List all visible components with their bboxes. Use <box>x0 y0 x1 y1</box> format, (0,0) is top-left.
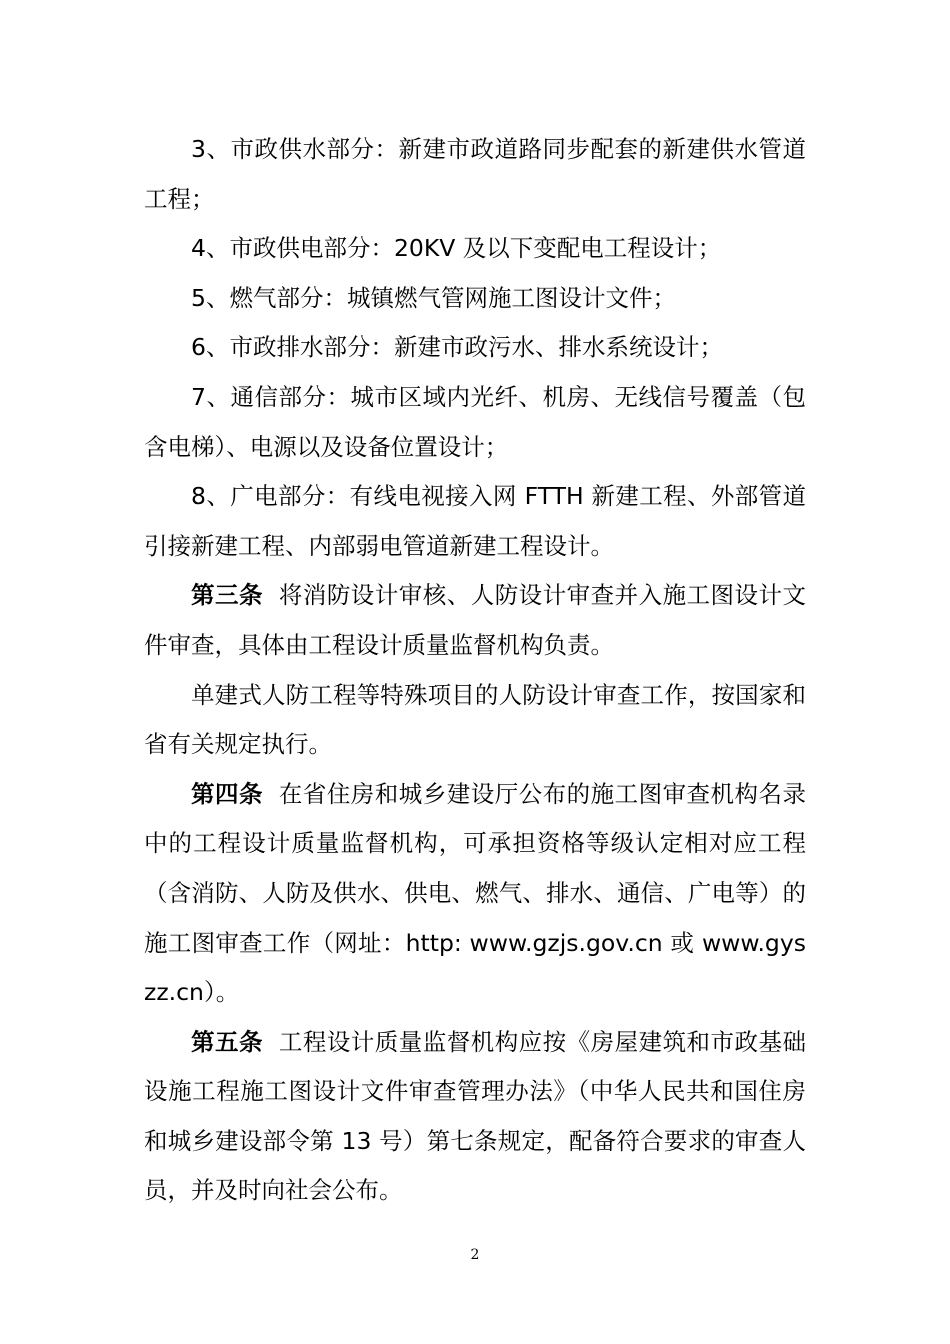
article-3-text: 将消防设计审核、人防设计审查并入施工图设计文件审查，具体由工程设计质量监督机构负责。 <box>144 581 806 659</box>
colon-separator: ： <box>323 283 347 312</box>
enum-separator: 、 <box>205 283 230 312</box>
item-title: 市政供水部分 <box>230 135 375 163</box>
article-5-label: 第五条 <box>191 1027 263 1056</box>
article-3 <box>144 571 806 670</box>
article-4-label: 第四条 <box>191 779 263 808</box>
item-number: 4 <box>191 234 206 263</box>
document-body <box>144 125 806 1216</box>
list-item-6 <box>144 323 806 373</box>
colon-separator: ： <box>326 382 351 411</box>
colon-separator: ： <box>370 333 394 362</box>
item-number: 7 <box>191 382 206 411</box>
item-title: 广电部分 <box>230 482 326 511</box>
item-content: 20KV 及以下变配电工程设计； <box>393 234 722 263</box>
item-content: 有线电视接入网 FTTH 新建工程、外部管道引接新建工程、内部弱电管道新建工程设计。 <box>144 482 807 560</box>
enum-separator: 、 <box>205 234 230 263</box>
item-content: 新建市政污水、排水系统设计； <box>393 333 723 362</box>
list-item-7 <box>144 373 806 472</box>
item-title: 市政供电部分 <box>229 234 371 263</box>
item-number: 5 <box>191 283 206 312</box>
item-content: 城市区域内光纤、机房、无线信号覆盖（包含电梯）、电源以及设备位置设计； <box>144 382 807 461</box>
article-3-paragraph-2: 单建式人防工程等特殊项目的人防设计审查工作，按国家和省有关规定执行。 <box>144 680 806 759</box>
enum-separator: 、 <box>205 482 231 511</box>
item-number: 6 <box>191 333 206 362</box>
item-number: 8 <box>191 482 206 511</box>
article-5 <box>144 1018 806 1216</box>
article-4 <box>144 770 806 1018</box>
article-5-text: 工程设计质量监督机构应按《房屋建筑和市政基础设施工程施工图设计文件审查管理办法》（中华人民共和国住房和城乡建设部令第 13 号）第七条规定，配备符合要求的审查人员，并及时向社会公布。 <box>144 1027 806 1205</box>
list-item-5 <box>144 274 806 324</box>
list-item-4 <box>144 224 806 274</box>
list-item-8 <box>144 472 806 571</box>
colon-separator: ： <box>325 482 350 511</box>
item-content: 城镇燃气管网施工图设计文件； <box>346 283 676 312</box>
item-title: 通信部分 <box>230 382 327 411</box>
item-title: 市政排水部分 <box>229 333 371 362</box>
enum-separator: 、 <box>205 135 231 163</box>
colon-separator: ： <box>370 234 394 263</box>
article-4-text: 在省住房和城乡建设厅公布的施工图审查机构名录中的工程设计质量监督机构，可承担资格等级认定相对应工程（含消防、人防及供水、供电、燃气、排水、通信、广电等）的施工图审查工作（网址：http: www.gzjs.gov.cn 或 www.gyszz.cn）。 <box>144 779 806 1007</box>
colon-separator: ： <box>374 135 399 163</box>
article-3-label: 第三条 <box>191 581 263 610</box>
item-number: 3 <box>191 135 206 163</box>
item-title: 燃气部分 <box>229 283 324 312</box>
page-number: 2 <box>470 1247 480 1263</box>
enum-separator: 、 <box>205 333 230 362</box>
enum-separator: 、 <box>205 382 231 411</box>
list-item-3 <box>144 125 806 224</box>
item-content: 新建市政道路同步配套的新建供水管道工程； <box>144 135 807 213</box>
